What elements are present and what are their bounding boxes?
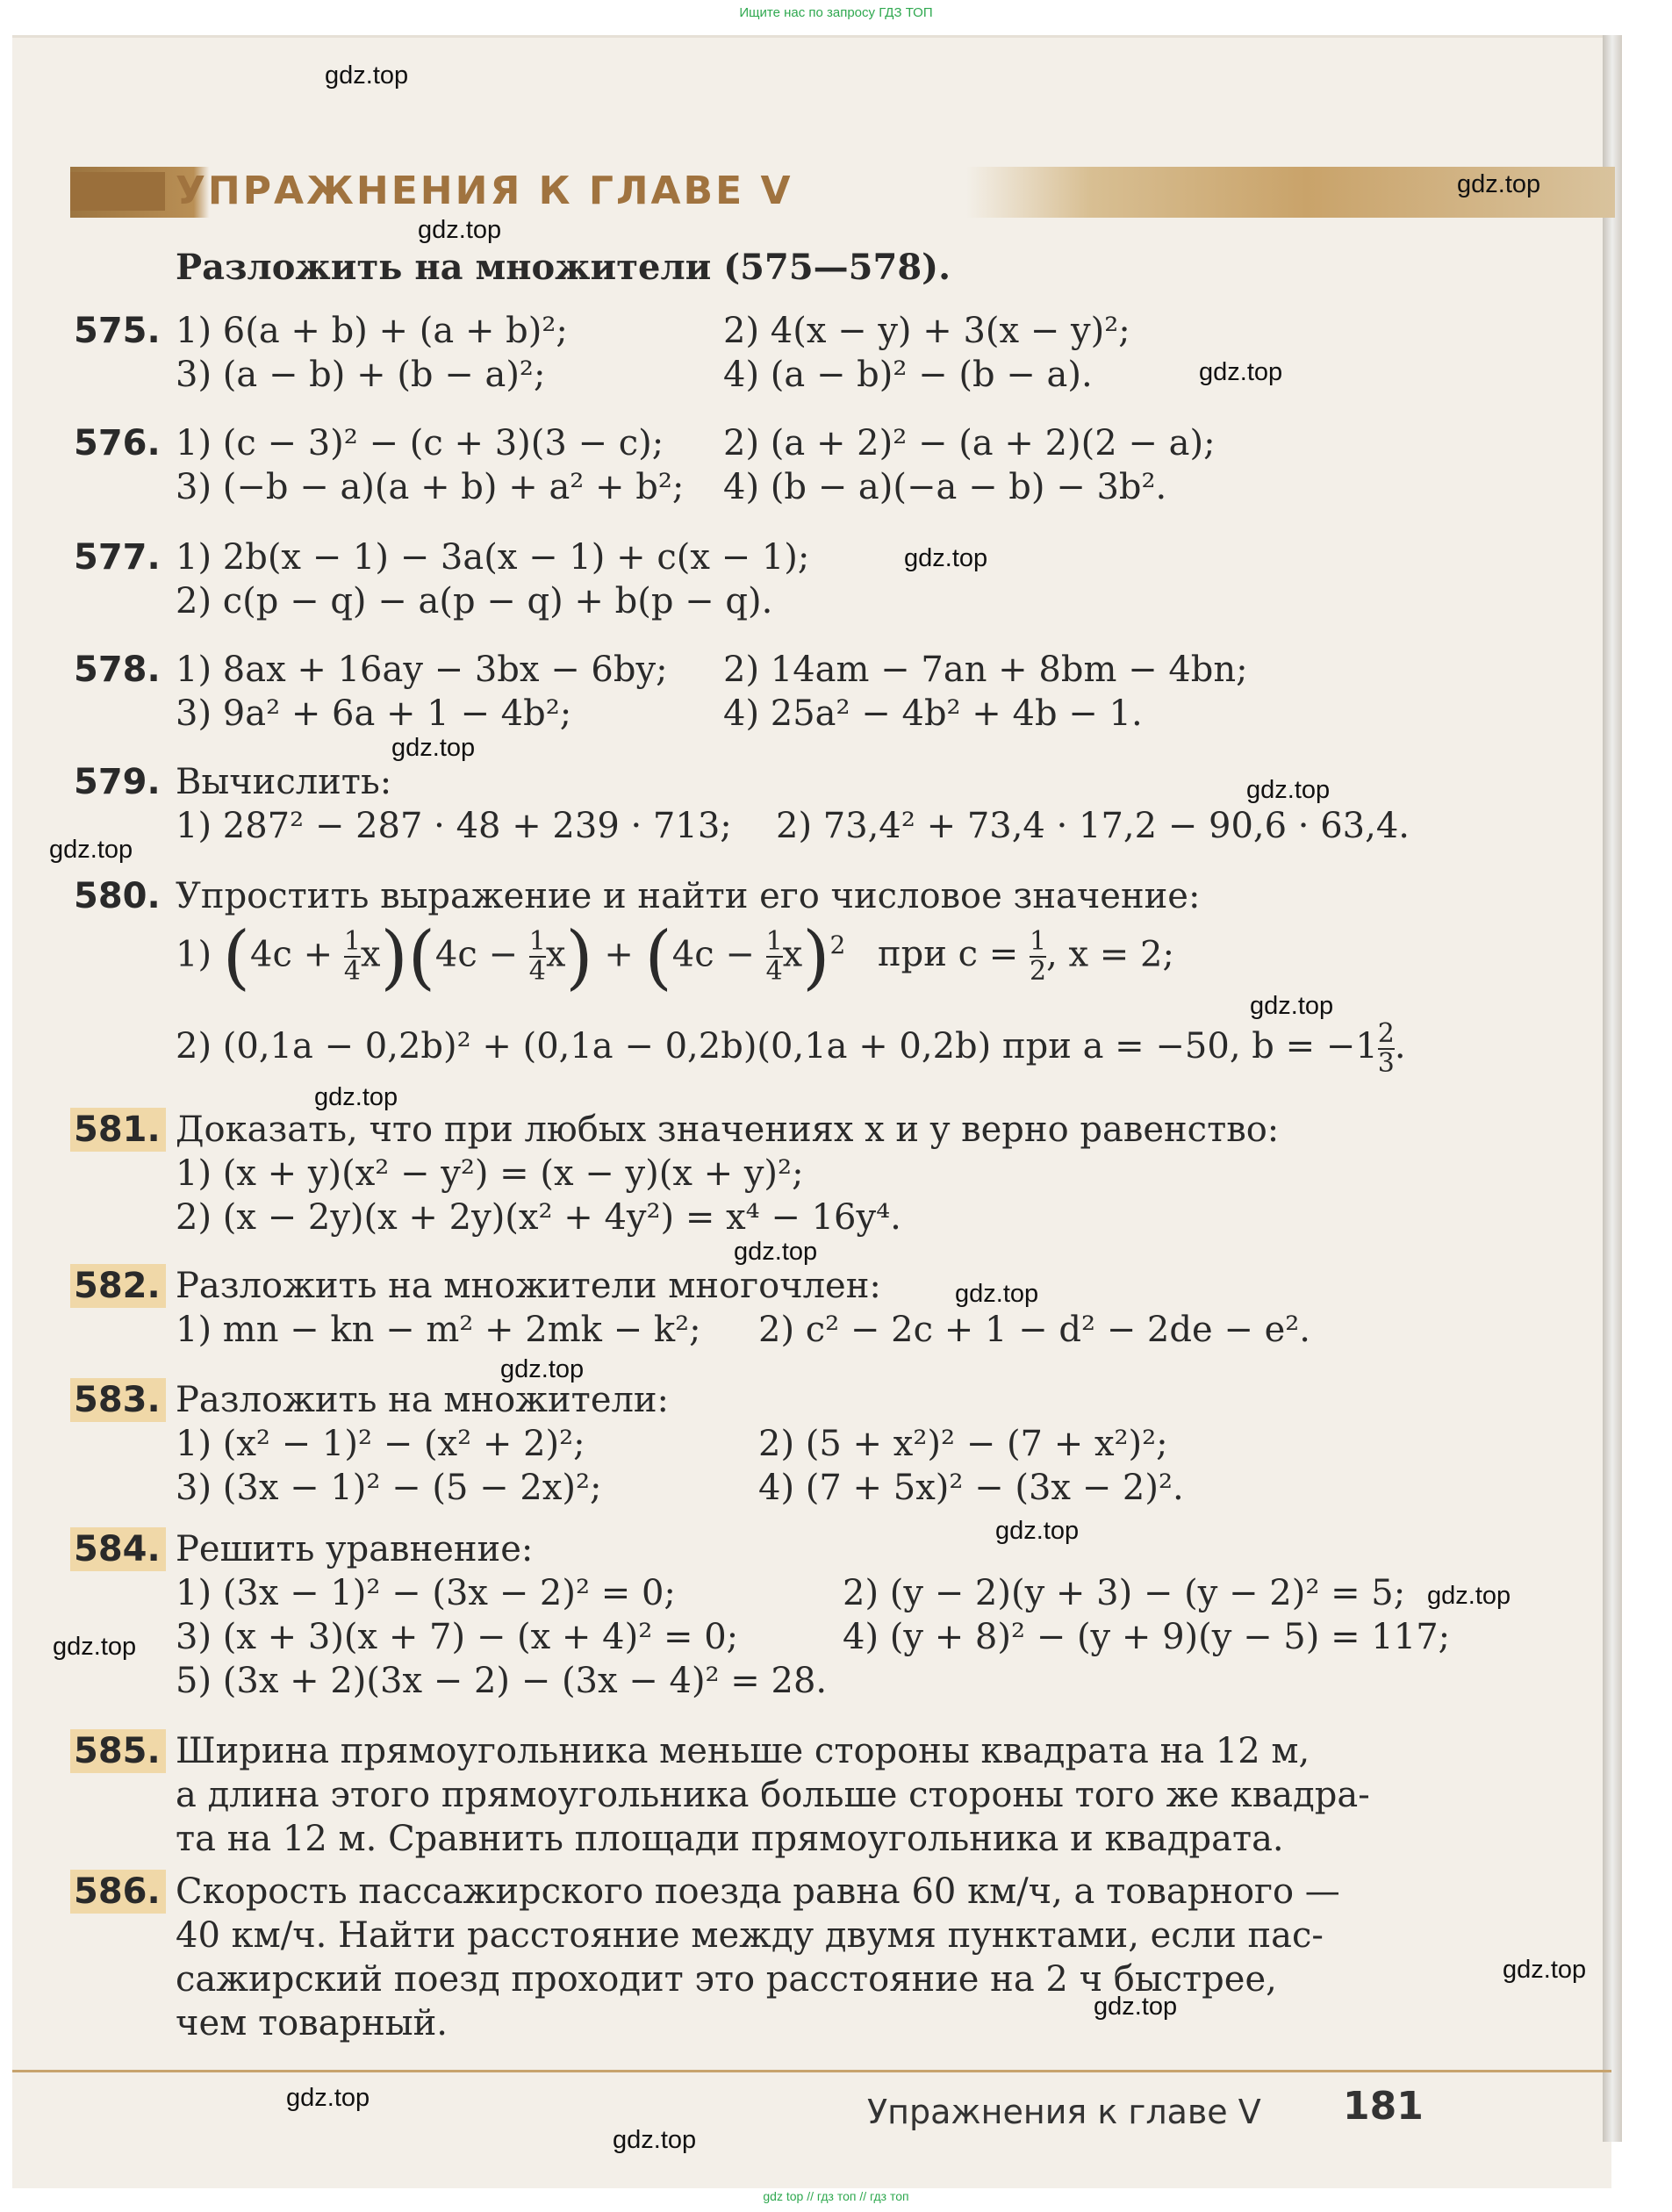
item: 2) (y − 2)(y + 3) − (y − 2)² = 5; [843, 1573, 1406, 1613]
item: 2) 4(x − y) + 3(x − y)²; [723, 311, 1130, 351]
watermark: gdz.top [49, 836, 133, 864]
exercise-582 [74, 1264, 1583, 1352]
exercise-number: 584. [70, 1527, 166, 1571]
top-banner[interactable]: Ищите нас по запросу ГДЗ ТОП [739, 5, 933, 20]
watermark: gdz.top [1094, 1993, 1178, 2021]
item: 1) (c − 3)² − (c + 3)(3 − c); [176, 423, 664, 463]
close-paren: ) [565, 916, 593, 998]
term: x [360, 934, 381, 975]
close-paren: ) [380, 916, 408, 998]
fraction-denominator: 4 [343, 956, 361, 988]
item: 2) (x − 2y)(x + 2y)(x² + 4y²) = x⁴ − 16y⁴. [176, 1197, 901, 1238]
item: 4) (b − a)(−a − b) − 3b². [723, 467, 1167, 507]
exercise-text: Доказать, что при любых значениях x и y верно равенство: [176, 1110, 1280, 1150]
exercise-number: 579. [74, 762, 161, 802]
item: 2) 73,4² + 73,4 · 17,2 − 90,6 · 63,4. [776, 806, 1410, 846]
fraction-numerator: 1 [528, 926, 546, 958]
term: x [782, 934, 803, 975]
text-line: 40 км/ч. Найти расстояние между двумя пунктами, если пас- [176, 1915, 1324, 1956]
exercise-number: 577. [74, 537, 161, 578]
fraction-denominator: 2 [1030, 956, 1047, 988]
watermark: gdz.top [613, 2126, 697, 2154]
exercise-text: Вычислить: [176, 762, 392, 802]
heading-bar [70, 172, 165, 211]
text-line: та на 12 м. Сравнить площади прямоугольника и квадрата. [176, 1819, 1284, 1859]
watermark: gdz.top [995, 1517, 1080, 1545]
plus-sign: + [604, 934, 634, 975]
exercise-584 [74, 1527, 1601, 1703]
fraction-denominator: 4 [765, 956, 783, 988]
exercise-number: 581. [70, 1108, 166, 1152]
item: 5) (3x + 2)(3x − 2) − (3x − 4)² = 28. [176, 1661, 828, 1701]
exercise-number: 585. [70, 1729, 166, 1773]
exponent: 2 [829, 930, 846, 959]
watermark: gdz.top [1250, 992, 1334, 1020]
item: 2) c² − 2c + 1 − d² − 2de − e². [758, 1310, 1311, 1350]
fraction [1378, 1020, 1395, 1078]
watermark: gdz.top [418, 216, 502, 244]
watermark: gdz.top [53, 1633, 137, 1661]
item-1-expression [74, 916, 1583, 1020]
footer-title: Упражнения к главе V [867, 2093, 1261, 2131]
bottom-banner[interactable]: gdz top // гдз топ // гдз топ [763, 2189, 909, 2203]
watermark: gdz.top [1199, 358, 1283, 386]
item: 1) 8ax + 16ay − 3bx − 6by; [176, 650, 668, 690]
text-line: Скорость пассажирского поезда равна 60 км/ч, а товарного — [176, 1871, 1340, 1912]
fraction-numerator: 1 [1030, 926, 1047, 958]
item: 1) 2b(x − 1) − 3a(x − 1) + c(x − 1); [176, 537, 810, 578]
condition-text: при c = [878, 934, 1019, 975]
item: 1) (x + y)(x² − y²) = (x − y)(x + y)²; [176, 1153, 804, 1194]
term: 4c − [671, 934, 755, 975]
fraction-numerator: 1 [343, 926, 361, 958]
fraction-denominator: 3 [1377, 1048, 1395, 1079]
exercise-577 [74, 535, 1548, 623]
exercise-number: 582. [70, 1264, 166, 1308]
watermark: gdz.top [500, 1355, 585, 1383]
open-paren: ( [644, 916, 672, 998]
book-spine [1603, 35, 1622, 2142]
watermark: gdz.top [325, 61, 409, 90]
fraction-denominator: 4 [528, 956, 546, 988]
fraction [529, 928, 546, 986]
chapter-heading: УПРАЖНЕНИЯ К ГЛАВЕ V [176, 169, 793, 213]
page-number: 181 [1343, 2084, 1424, 2129]
term: 4c + [250, 934, 334, 975]
item: 3) (a − b) + (b − a)²; [176, 355, 546, 395]
term: x [545, 934, 566, 975]
exercise-text: Решить уравнение: [176, 1529, 534, 1569]
item: 1) (x² − 1)² − (x² + 2)²; [176, 1424, 585, 1464]
item: 4) (y + 8)² − (y + 9)(y − 5) = 117; [843, 1617, 1451, 1657]
exercise-575 [74, 309, 1548, 397]
fraction [1030, 928, 1046, 986]
item: 1) (3x − 1)² − (3x − 2)² = 0; [176, 1573, 676, 1613]
intro-text: Разложить на множители (575—578). [176, 247, 951, 288]
exercise-number: 586. [70, 1870, 166, 1914]
exercise-585 [74, 1729, 1583, 1861]
item: 3) (3x − 1)² − (5 − 2x)²; [176, 1468, 602, 1508]
watermark: gdz.top [1246, 776, 1331, 804]
fraction-numerator: 1 [765, 926, 783, 958]
exercise-number: 576. [74, 423, 161, 463]
watermark: gdz.top [1503, 1956, 1587, 1984]
exercise-number: 578. [74, 650, 161, 690]
watermark: gdz.top [955, 1280, 1039, 1308]
open-paren: ( [222, 916, 250, 998]
close-paren: ) [802, 916, 830, 998]
item: 3) (−b − a)(a + b) + a² + b²; [176, 467, 685, 507]
watermark: gdz.top [1427, 1582, 1511, 1610]
condition-text: , x = 2; [1046, 934, 1174, 975]
exercise-578 [74, 648, 1548, 736]
exercise-576 [74, 421, 1548, 509]
watermark: gdz.top [904, 544, 988, 572]
exercise-text: Упростить выражение и найти его числовое значение: [176, 876, 1201, 916]
item-label: 1) [176, 934, 212, 975]
text-line: а длина этого прямоугольника больше стороны того же квадра- [176, 1775, 1370, 1815]
fraction [766, 928, 783, 986]
exercise-number: 583. [70, 1378, 166, 1422]
punctuation: . [1394, 1026, 1406, 1066]
watermark: gdz.top [1457, 170, 1541, 198]
item: 1) 6(a + b) + (a + b)²; [176, 311, 568, 351]
item: 1) mn − kn − m² + 2mk − k²; [176, 1310, 701, 1350]
item: 2) (a + 2)² − (a + 2)(2 − a); [723, 423, 1216, 463]
item: 2) 14am − 7an + 8bm − 4bn; [723, 650, 1248, 690]
item: 4) (a − b)² − (b − a). [723, 355, 1093, 395]
exercise-586 [74, 1870, 1583, 2045]
open-paren: ( [407, 916, 435, 998]
exercise-text: Разложить на множители: [176, 1380, 670, 1420]
exercise-number: 575. [74, 311, 161, 351]
exercise-580 [74, 874, 1583, 1081]
item: 2) (5 + x²)² − (7 + x²)²; [758, 1424, 1168, 1464]
watermark: gdz.top [314, 1083, 398, 1111]
item: 1) 287² − 287 · 48 + 239 · 713; [176, 806, 732, 846]
exercise-583 [74, 1378, 1583, 1510]
item: 3) 9a² + 6a + 1 − 4b²; [176, 693, 572, 734]
exercise-number: 580. [74, 876, 161, 916]
fraction-numerator: 2 [1377, 1018, 1395, 1049]
text-line: сажирский поезд проходит это расстояние на 2 ч быстрее, [176, 1959, 1277, 2000]
text-line: чем товарный. [176, 2003, 448, 2043]
exercise-text: Разложить на множители многочлен: [176, 1266, 881, 1306]
item: 4) 25a² − 4b² + 4b − 1. [723, 693, 1143, 734]
item: 2) c(p − q) − a(p − q) + b(p − q). [176, 581, 773, 621]
item: 3) (x + 3)(x + 7) − (x + 4)² = 0; [176, 1617, 739, 1657]
fraction [344, 928, 361, 986]
watermark: gdz.top [391, 734, 476, 762]
term: 4c − [434, 934, 518, 975]
watermark: gdz.top [286, 2084, 370, 2112]
item: 4) (7 + 5x)² − (3x − 2)². [758, 1468, 1184, 1508]
watermark: gdz.top [734, 1238, 818, 1266]
item: 2) (0,1a − 0,2b)² + (0,1a − 0,2b)(0,1a + 0,2b) при a = −50, b = −1 [176, 1026, 1378, 1066]
text-line: Ширина прямоугольника меньше стороны квадрата на 12 м, [176, 1731, 1310, 1771]
footer-rule [12, 2070, 1611, 2072]
exercise-581 [74, 1108, 1583, 1239]
item-2-expression [74, 1020, 1583, 1081]
